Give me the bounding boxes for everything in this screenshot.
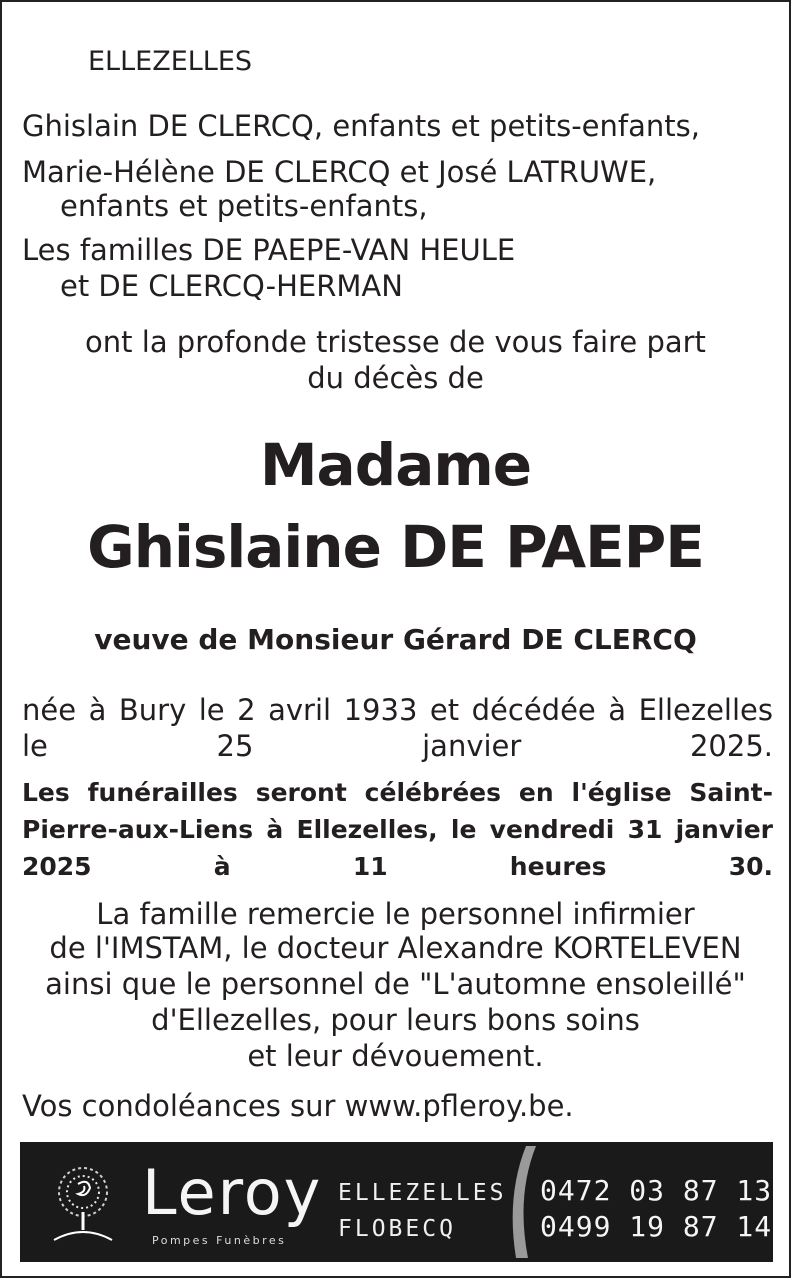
thanks-line-2: de l'IMSTAM, le docteur Alexandre KORTELEVEN (49, 931, 742, 965)
thanks-line-3: ainsi que le personnel de "L'automne ensoleillé" (45, 967, 746, 1001)
city-ellezelles: ELLEZELLES (338, 1180, 507, 1206)
phone-1: 0472 03 87 13 (540, 1174, 773, 1207)
funeral-home-banner (20, 1142, 773, 1262)
thanks-line-5: et leur dévouement. (247, 1039, 544, 1073)
widow-of: veuve de Monsieur Gérard DE CLERCQ (94, 623, 697, 656)
funeral-text: Les funérailles seront célébrées en l'église Saint-Pierre-aux-Liens à Ellezelles, le vendredi 31 janvier 2025 à 11 heures 30. (22, 778, 773, 881)
swoosh-divider-icon (506, 1146, 542, 1258)
family-line-2: Marie-Hélène DE CLERCQ et José LATRUWE, (22, 155, 657, 189)
family-line-4: Les familles DE PAEPE-VAN HEULE (22, 233, 516, 267)
deceased-name: Ghislaine DE PAEPE (87, 513, 704, 581)
family-line-3: enfants et petits-enfants, (60, 189, 428, 223)
birth-death-text: née à Bury le 2 avril 1933 et décédée à Ellezelles le 25 janvier 2025. (22, 693, 773, 763)
thanks-line-1: La famille remercie le personnel infirmier (96, 897, 695, 931)
location-header: ELLEZELLES (88, 46, 253, 77)
tree-logo-icon (50, 1162, 116, 1244)
announcement-line-2: du décès de (307, 361, 484, 395)
family-line-5: et DE CLERCQ-HERMAN (60, 269, 403, 303)
deceased-title: Madame (259, 431, 532, 499)
family-line-1: Ghislain DE CLERCQ, enfants et petits-enfants, (22, 109, 700, 143)
thanks-line-4: d'Ellezelles, pour leurs bons soins (151, 1003, 640, 1037)
brand-name: Leroy (142, 1156, 323, 1229)
brand-tagline: Pompes Funèbres (152, 1234, 287, 1247)
condolences-text: Vos condoléances sur www.pfleroy.be. (22, 1089, 574, 1123)
city-flobecq: FLOBECQ (338, 1216, 456, 1242)
announcement-line-1: ont la profonde tristesse de vous faire part (85, 325, 706, 359)
phone-2: 0499 19 87 14 (540, 1210, 773, 1243)
